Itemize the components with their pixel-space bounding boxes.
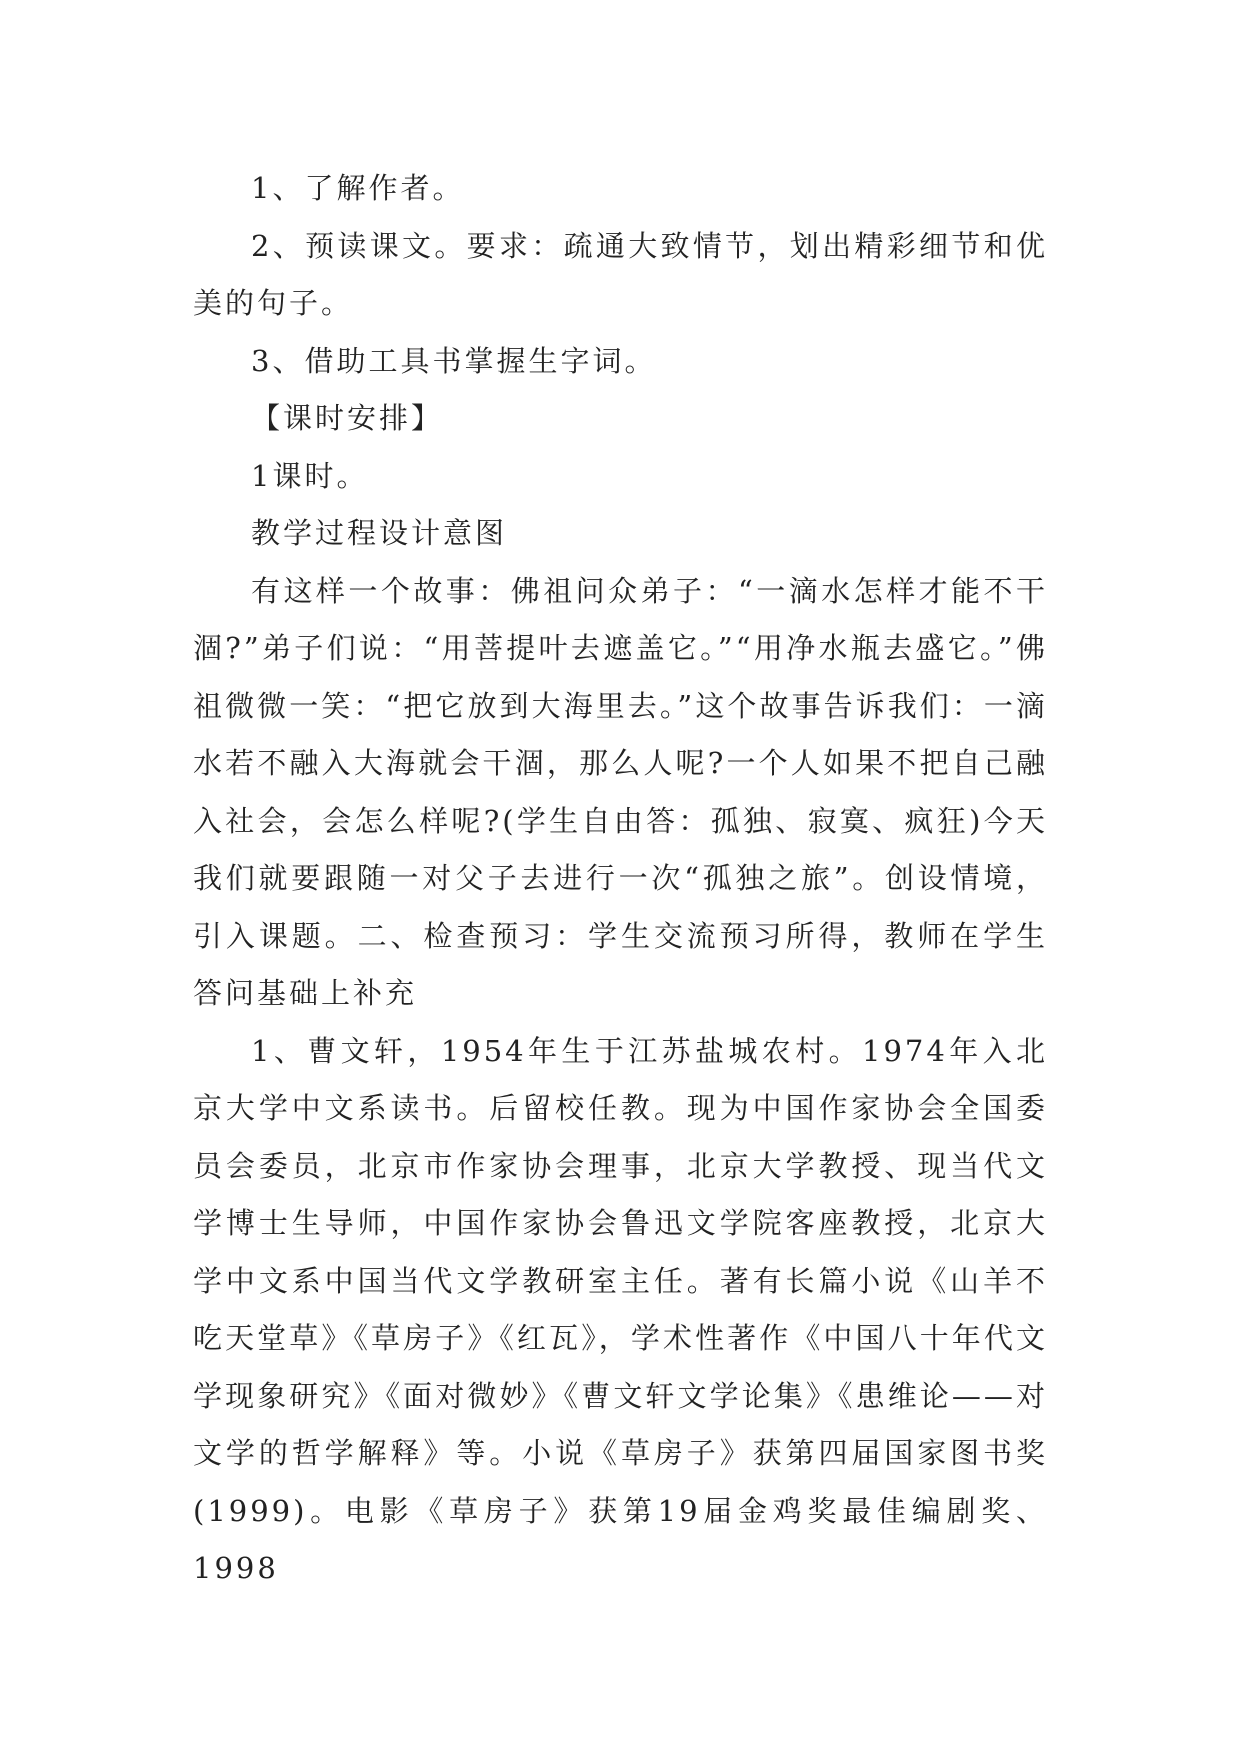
paragraph-story-intro: 有这样一个故事：佛祖问众弟子：“一滴水怎样才能不干涸?”弟子们说：“用菩提叶去遮盖它。”“用净水瓶去盛它。”佛祖微微一笑：“把它放到大海里去。”这个故事告诉我们：一滴水若不融入大海就会干涸，那么人呢?一个人如果不把自己融入社会，会怎么样呢?(学生自由答：孤独、寂寞、疯狂)今天我们就要跟随一对父子去进行一次“孤独之旅”。创设情境，引入课题。二、检查预习：学生交流预习所得，教师在学生答问基础上补充 xyxy=(193,573,1048,1010)
document-body xyxy=(193,160,1048,1598)
paragraph-preread-text: 2、预读课文。要求：疏通大致情节，划出精彩细节和优美的句子。 xyxy=(193,228,1048,320)
paragraph-understand-author: 1、了解作者。 xyxy=(251,171,465,205)
paragraph-author-bio: 1、曹文轩，1954年生于江苏盐城农村。1974年入北京大学中文系读书。后留校任教。现为中国作家协会全国委员会委员，北京市作家协会理事，北京大学教授、现当代文学博士生导师，中国作家协会鲁迅文学院客座教授，北京大学中文系中国当代文学教研室主任。著有长篇小说《山羊不吃天堂草》《草房子》《红瓦》，学术性著作《中国八十年代文学现象研究》《面对微妙》《曹文轩文学论集》《患维论——对文学的哲学解释》等。小说《草房子》获第四届国家图书奖(1999)。电影《草房子》获第19届金鸡奖最佳编剧奖、1998 xyxy=(193,1033,1048,1585)
paragraph-one-lesson: 1课时。 xyxy=(251,458,369,493)
section-heading-schedule: 【课时安排】 xyxy=(251,401,444,435)
section-heading-teaching-process: 教学过程设计意图 xyxy=(251,516,508,550)
paragraph-vocabulary: 3、借助工具书掌握生字词。 xyxy=(251,343,657,378)
